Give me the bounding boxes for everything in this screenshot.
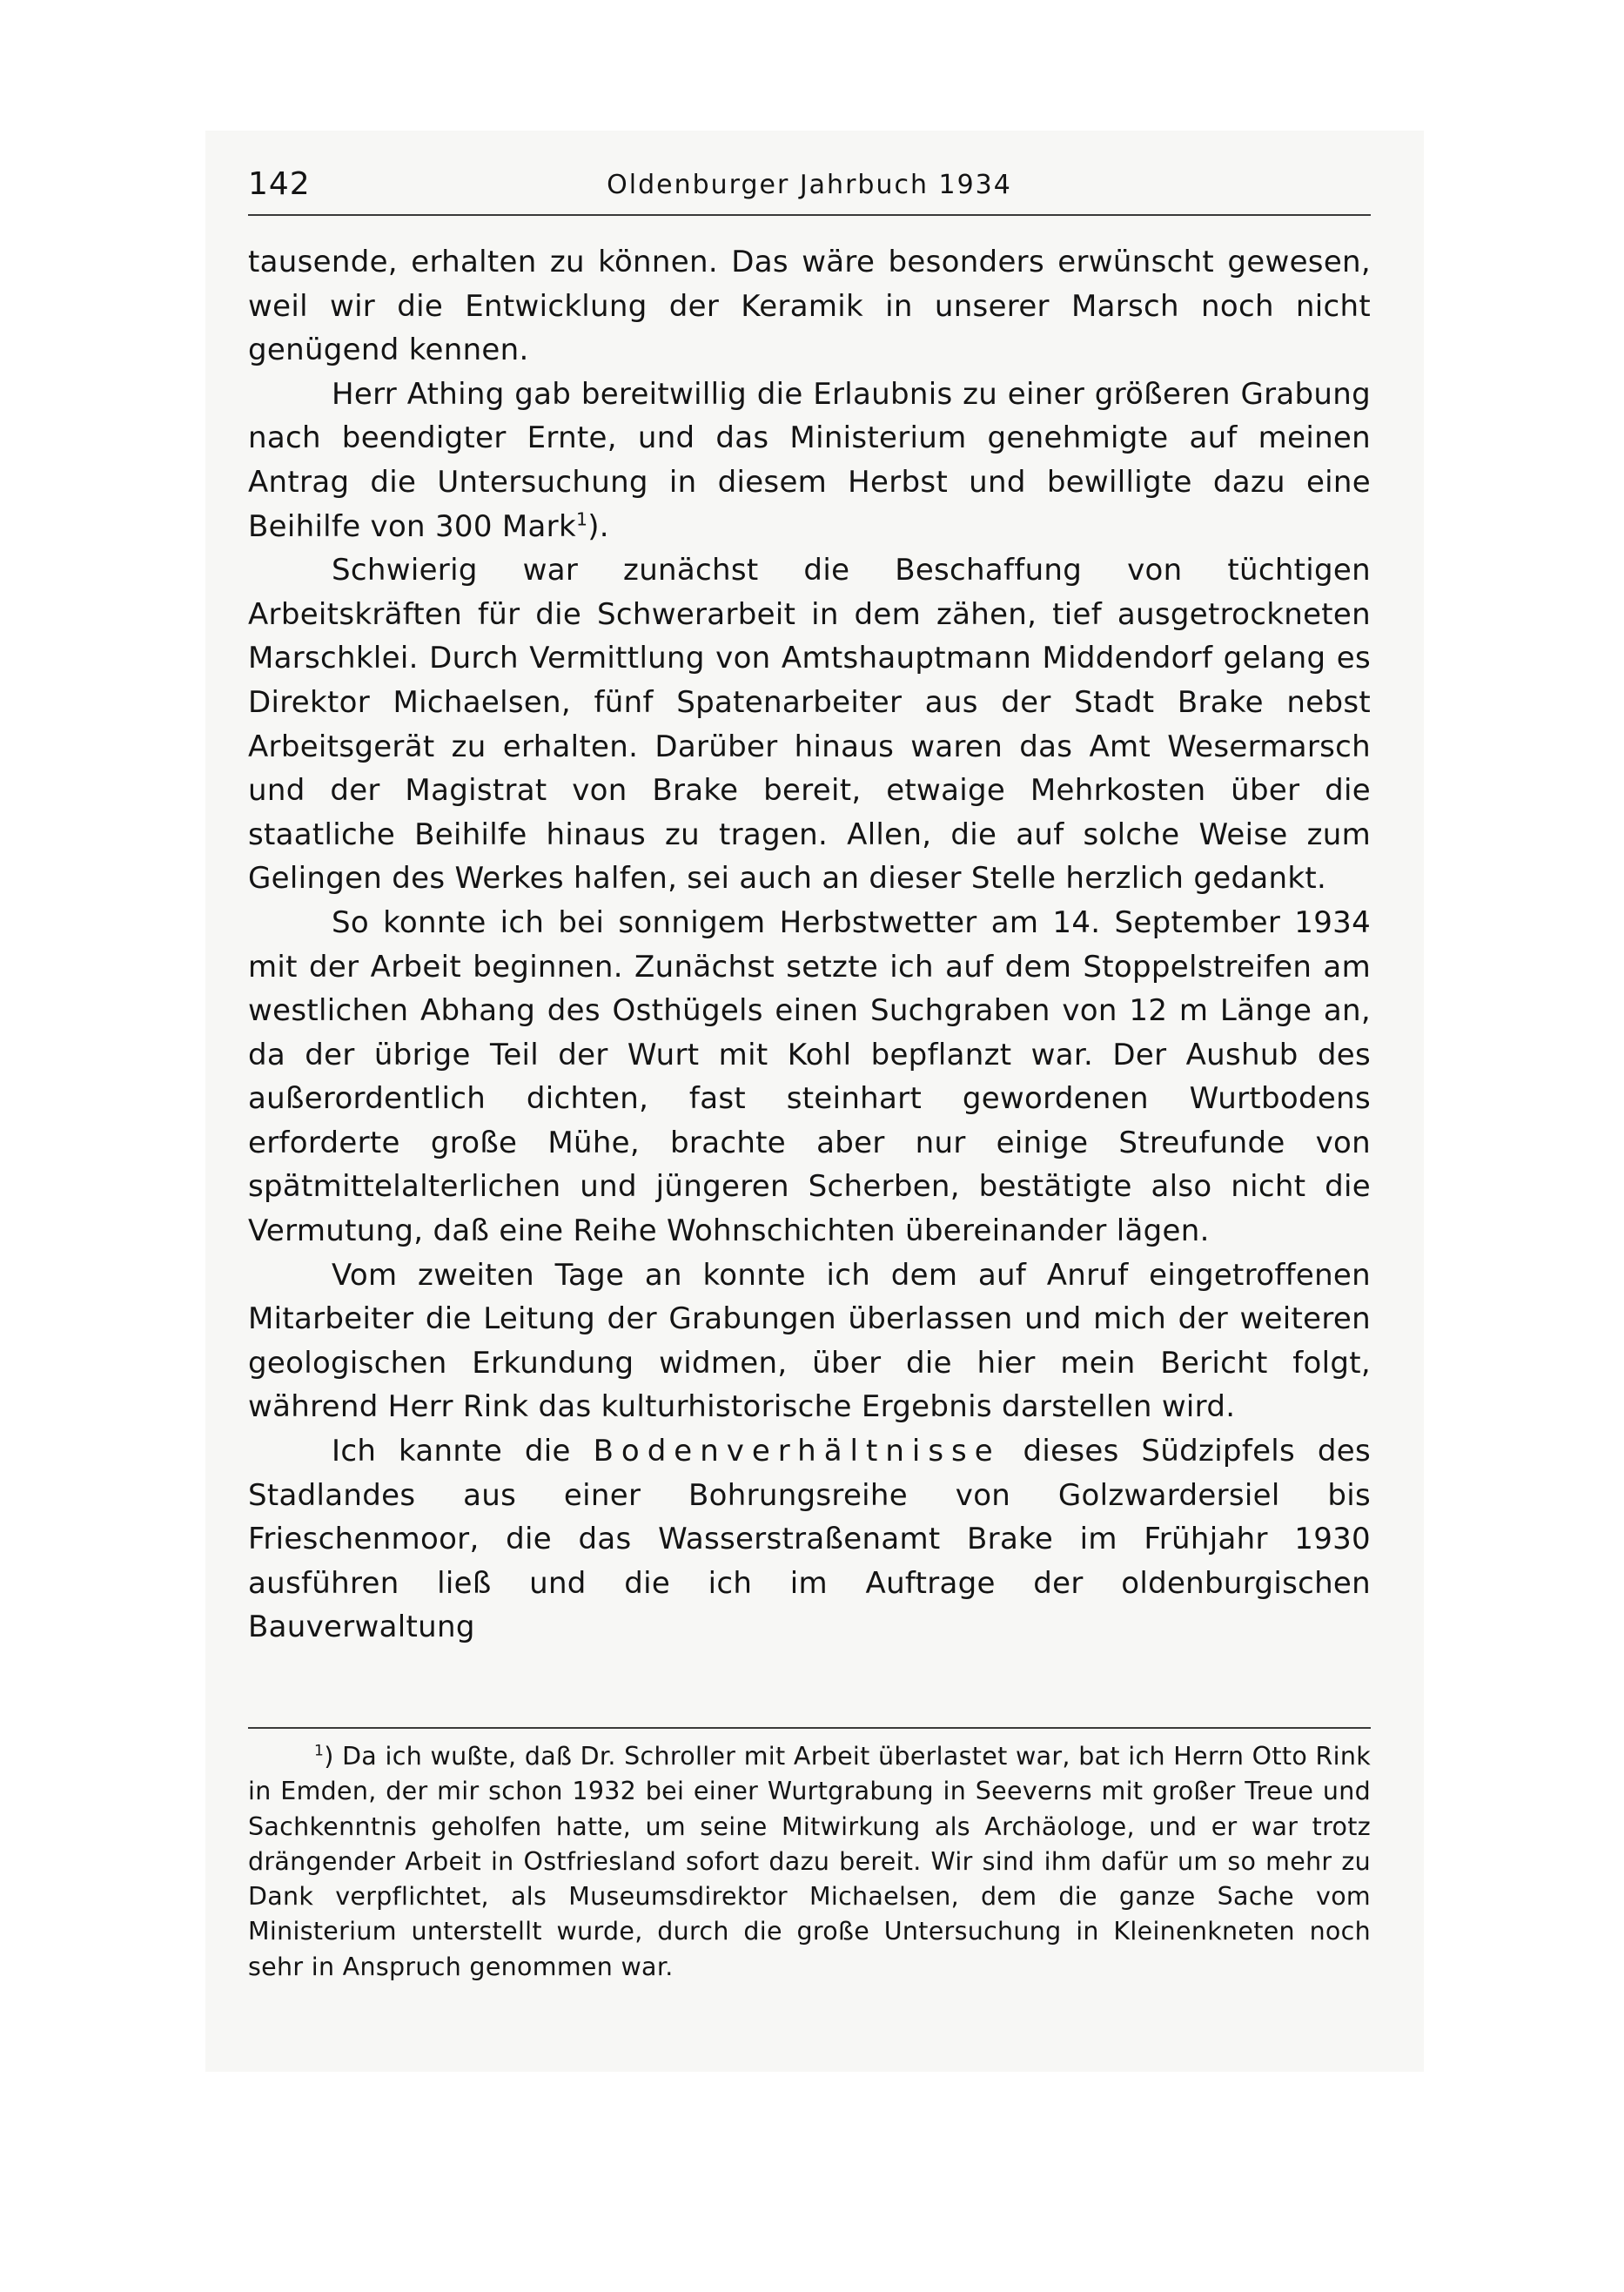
footnote-marker: 1 [314,1742,325,1760]
paragraph-2-end: ). [587,508,609,544]
footnotes [248,1739,1371,1985]
footnote-marker-close: ) [324,1742,334,1771]
body-text [248,240,1371,1650]
footnote-rule [248,1727,1371,1729]
footnote-reference[interactable]: 1 [575,508,588,530]
paragraph-4: So konnte ich bei sonnigem Herbstwetter am 14. September 1934 mit der Arbeit beginnen. Zunächst setzte ich auf dem Stoppelstreifen am westlichen Abhang des Osthügels einen Suchgraben von 12 m Länge an, da der übrige Teil der Wurt mit Kohl bepflanzt war. Der Aushub des außerordentlich dichten, fast steinhart gewordenen Wurtbodens erforderte große Mühe, brachte aber nur einige Streufunde von spätmittelalterlichen und jüngeren Scherben, bestätigte also nicht die Vermutung, daß eine Reihe Wohnschichten übereinander lägen. [248,904,1371,1249]
footnote-1 [248,1739,1371,1985]
paragraph-2-text: Herr Athing gab bereitwillig die Erlaubnis zu einer größeren Grabung nach beendigter Ernte, und das Ministerium genehmigte auf meinen Antrag die Untersuchung in diesem Herbst und bewilligte dazu eine Beihilfe von 300 Mark [248,376,1371,544]
running-title: Oldenburger Jahrbuch 1934 [607,170,1012,200]
page-number: 142 [248,166,311,202]
paragraph-6 [248,1429,1371,1650]
paragraph-3: Schwierig war zunächst die Beschaffung von tüchtigen Arbeitskräften für die Schwerarbeit in dem zähen, tief ausgetrockneten Marschklei. Durch Vermittlung von Amtshauptmann Middendorf gelang es Direktor Michaelsen, fünf Spatenarbeiter aus der Stadt Brake nebst Arbeitsgerät zu erhalten. Darüber hinaus waren das Amt Wesermarsch und der Magistrat von Brake bereit, etwaige Mehrkosten über die staatliche Beihilfe hinaus zu tragen. Allen, die auf solche Weise zum Gelingen des Werkes halfen, sei auch an dieser Stelle herzlich gedankt. [248,553,1371,897]
paragraph-1: tausende, erhalten zu können. Das wäre besonders erwünscht gewesen, weil wir die Entwicklung der Keramik in unserer Marsch noch nicht genügend kennen. [248,245,1371,368]
running-head [248,165,1371,216]
spaced-emphasis: Bodenverhältnisse [593,1434,1001,1469]
paragraph-2 [248,373,1371,548]
paragraph-6-start: Ich kannte die [332,1434,571,1469]
footnote-text: Da ich wußte, daß Dr. Schroller mit Arbeit überlastet war, bat ich Herrn Otto Rink in Emden, der mir schon 1932 bei einer Wurtgrabung in Seeverns mit großer Treue und Sachkenntnis geholfen hatte, um seine Mitwirkung als Archäologe, und er war trotz drängender Arbeit in Ostfriesland sofort dazu bereit. Wir sind ihm dafür um so mehr zu Dank verpflichtet, als Museumsdirektor Michaelsen, dem die ganze Sache vom Ministerium unterstellt wurde, durch die große Untersuchung in Kleinenkneten noch sehr in Anspruch genommen war. [248,1742,1372,1981]
paragraph-5: Vom zweiten Tage an konnte ich dem auf Anruf eingetroffenen Mitarbeiter die Leitung der Grabungen überlassen und mich der weiteren geologischen Erkundung widmen, über die hier mein Bericht folgt, während Herr Rink das kulturhistorische Ergebnis darstellen wird. [248,1257,1371,1425]
paragraph-6-rest: dieses Südzipfels des Stadlandes aus einer Bohrungsreihe von Golzwardersiel bis Frieschenmoor, die das Wasserstraßenamt Brake im Frühjahr 1930 ausführen ließ und die ich im Auftrage der oldenburgischen Bauverwaltung [248,1434,1372,1645]
